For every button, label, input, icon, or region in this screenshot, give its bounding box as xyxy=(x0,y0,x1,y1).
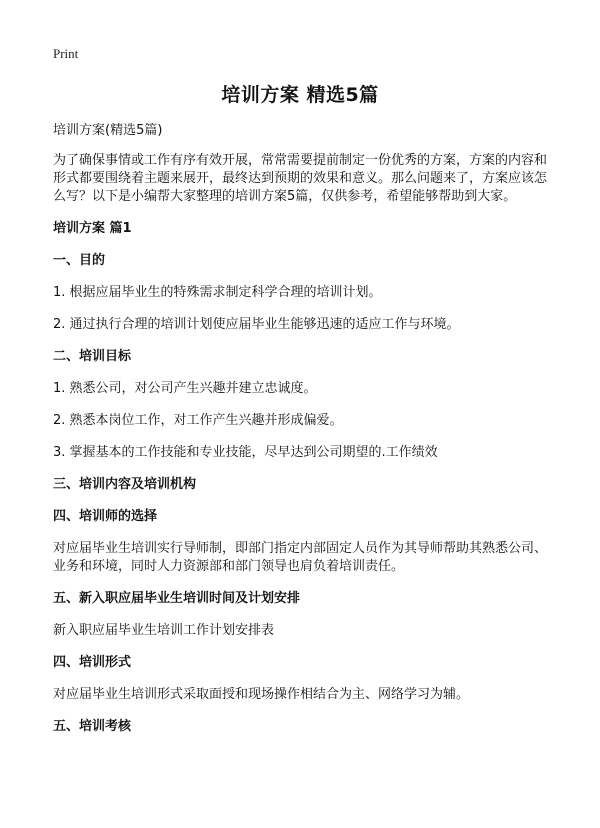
heading-schedule: 五、新入职应届毕业生培训时间及计划安排 xyxy=(53,591,301,606)
heading-trainer-selection: 四、培训师的选择 xyxy=(53,509,158,524)
trainer-selection-paragraph: 对应届毕业生培训实行导师制，即部门指定内部固定人员作为其导师帮助其熟悉公司、业务和环境，同时人力资源部和部门领导也肩负着培训责任。 xyxy=(53,541,548,574)
document-subtitle: 培训方案(精选5篇) xyxy=(53,123,163,138)
training-form-paragraph: 对应届毕业生培训形式采取面授和现场操作相结合为主、网络学习为辅。 xyxy=(53,687,470,702)
purpose-item-2: 2. 通过执行合理的培训计划使应届毕业生能够迅速的适应工作与环境。 xyxy=(53,317,460,332)
heading-training-assessment: 五、培训考核 xyxy=(53,719,132,734)
print-label: Print xyxy=(53,46,79,61)
document-body xyxy=(53,122,548,750)
page-title: 培训方案 精选5篇 xyxy=(221,84,379,106)
heading-training-content: 三、培训内容及培训机构 xyxy=(53,477,197,492)
heading-training-form: 四、培训形式 xyxy=(53,655,132,670)
schedule-paragraph: 新入职应届毕业生培训工作计划安排表 xyxy=(53,623,275,638)
goal-item-2: 2. 熟悉本岗位工作，对工作产生兴趣并形成偏爱。 xyxy=(53,413,343,428)
goal-item-3: 3. 掌握基本的工作技能和专业技能，尽早达到公司期望的.工作绩效 xyxy=(53,445,438,460)
section-heading: 培训方案 篇1 xyxy=(53,221,132,236)
purpose-item-1: 1. 根据应届毕业生的特殊需求制定科学合理的培训计划。 xyxy=(53,285,382,300)
heading-training-goals: 二、培训目标 xyxy=(53,349,132,364)
goal-item-1: 1. 熟悉公司，对公司产生兴趣并建立忠诚度。 xyxy=(53,381,317,396)
heading-purpose: 一、目的 xyxy=(53,253,106,268)
intro-paragraph: 为了确保事情或工作有序有效开展，常常需要提前制定一份优秀的方案，方案的内容和形式都要围绕着主题来展开，最终达到预期的效果和意义。那么问题来了，方案应该怎么写？以下是小编帮大家整理的培训方案5篇，仅供参考，希望能够帮助到大家。 xyxy=(53,153,548,204)
